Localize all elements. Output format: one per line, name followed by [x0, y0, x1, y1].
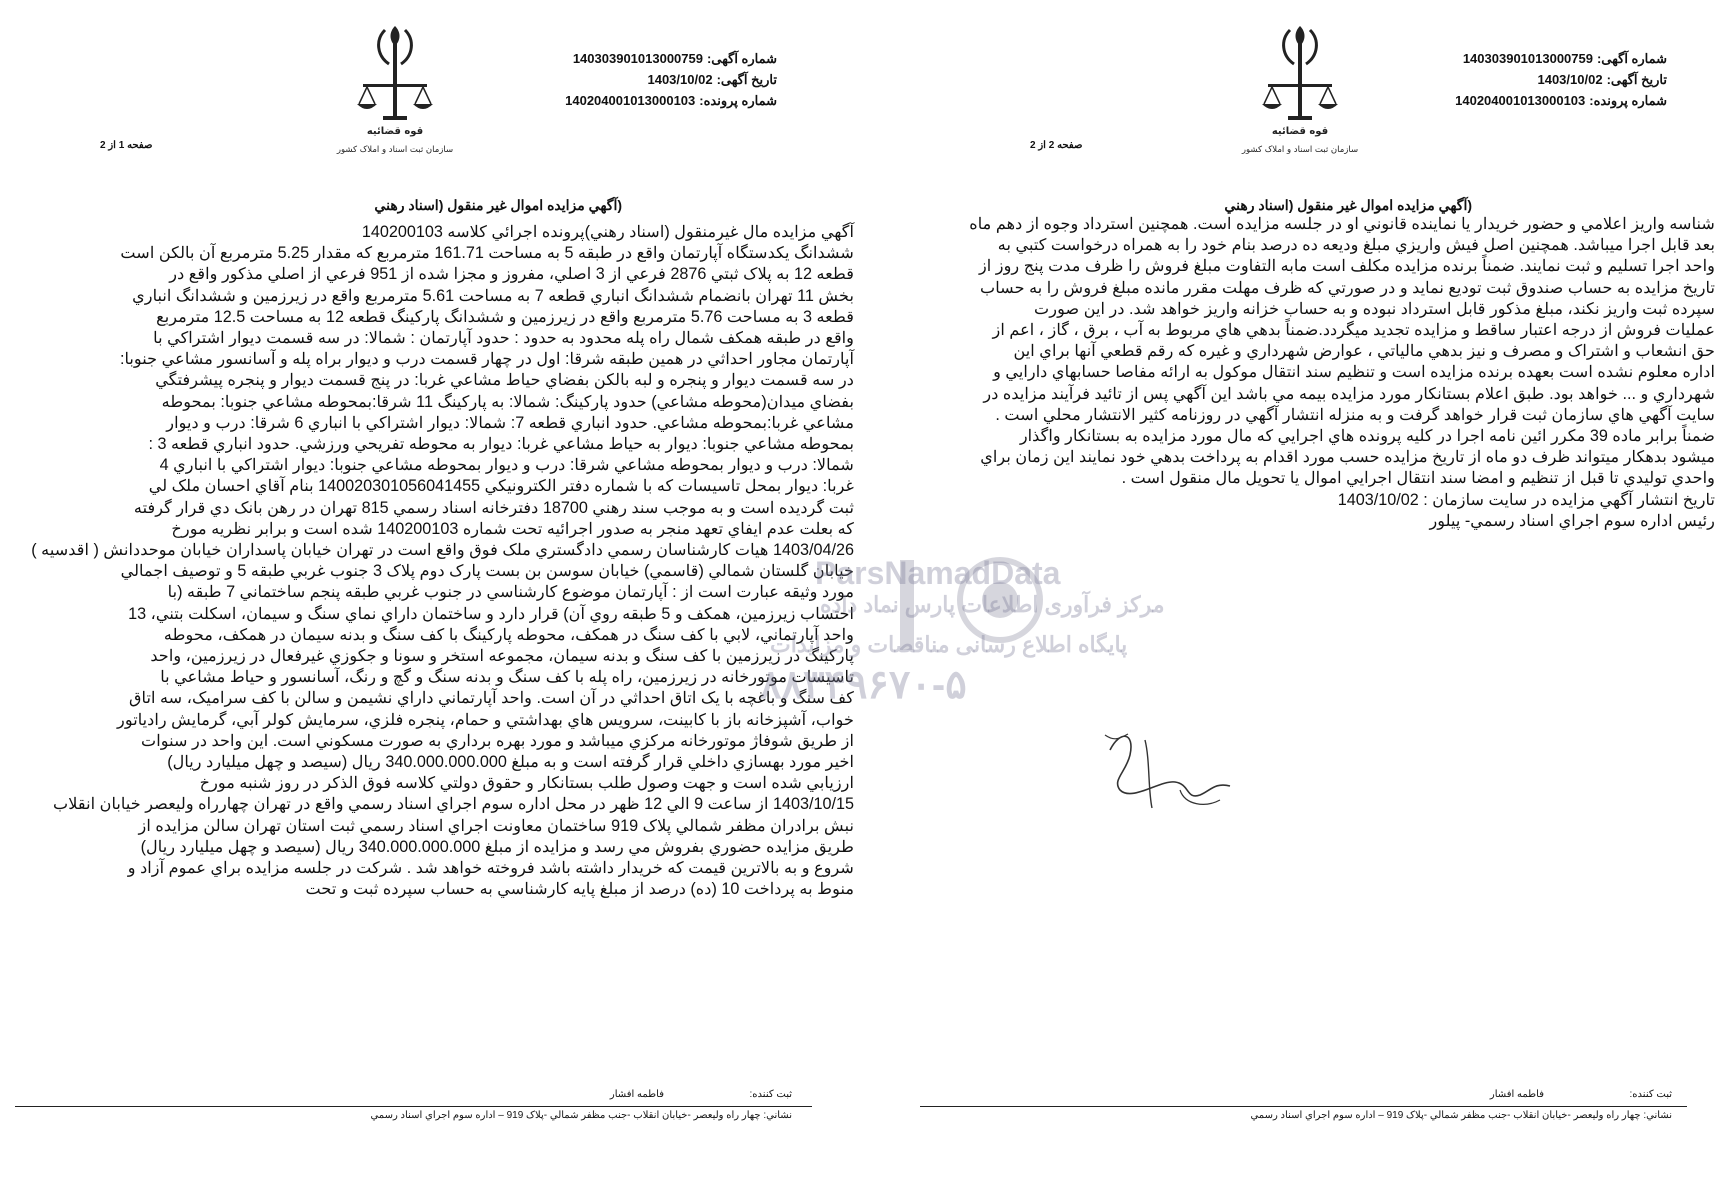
body-line: ثبت گرديده است و به موجب سند رهني 18700 دفترخانه اسناد رسمي 815 تهران در رهن بانک دي قرار گرفته	[133, 498, 854, 517]
body-line: حق انشعاب و اشتراک و مصرف و نيز بدهي مالياتي ، عوارض شهرداري و غيره که رقم قطعي آنها براي اين	[1013, 342, 1715, 361]
body-line: خيابان گلستان شمالي (قاسمي) خيابان سوسن بن بست پارک دوم پلاک 3 جنوب غربي طبقه 5 و توصيف اجمالي	[120, 562, 854, 581]
body-line: شهرداري و ... خواهد بود. طبق اعلام بستانکار مورد مزايده بيمه مي باشد اين آگهي پس از تائيد فرآيند مزايده در	[983, 384, 1715, 403]
body-line: بمحوطه مشاعي جنوبا: ديوار به حياط مشاعي غربا: ديوار به محوطه تفريحي ورزشي. حدود انباري قطعه 3 :	[148, 435, 854, 454]
registrar	[1490, 1089, 1672, 1100]
body-line: بعد قابل اجرا ميباشد. همچنين اصل فيش واريزي مبلغ وديعه ده درصد بنام خود را به همراه درخواست کتبي به	[997, 236, 1715, 255]
watermark-phone: ۸۸۳۴۹۶۷۰-۵	[760, 663, 967, 707]
emblem-caption-bottom: سازمان ثبت اسناد و املاک کشور	[336, 145, 454, 155]
page-number: صفحه 1 از 2	[100, 140, 153, 151]
document-page-1	[0, 0, 862, 1192]
body-line: مشاعي غربا:بمحوطه مشاعي. حدود انباري قطعه 7: شمالا: ديوار اشتراکي با انباري 6 شرقا: درب و ديوار	[166, 413, 854, 432]
body-line: کف سنگ و باغچه با يک اتاق احداثي در آن است. واحد آپارتماني داراي نشيمن و سالن با کف سراميک، سه اتاق	[128, 689, 854, 708]
body-line: 1403/04/26 هيات کارشناسان رسمي دادگستري ملک فوق واقع است در تهران خيابان پاسداران خيابان موحددانش ( اقدسيه )	[31, 541, 854, 560]
ad-date: 1403/10/02	[647, 72, 713, 87]
body-line: پارکينگ در زيرزمين با کف سنگ و بدنه سيمان، مجموعه استخر و سونا و جکوزي غيرفعال در زيرزمين، واحد	[150, 647, 854, 666]
body-line: آپارتمان مجاور احداثي در همين طبقه شرقا: اول در چهار قسمت درب و ديوار براه پله و آسانسور مشاعي جنوبا:	[120, 350, 854, 369]
body-line: نبش برادران مظفر شمالي پلاک 919 ساختمان معاونت اجراي اسناد رسمي ثبت استان تهران سالن مزايده از	[138, 816, 854, 835]
document-title: (آگهي مزايده اموال غير منقول (اسناد رهني	[1224, 197, 1472, 213]
body-line: بفضاي ميدان(محوطه مشاعي) حدود پارکينگ: شمالا: به پارکينگ 11 شرقا:بمحوطه مشاعي جنوبا: بمحوطه	[161, 392, 854, 411]
body-line: ارزيابي شده است و جهت وصول طلب بستانکار و حقوق دولتي کلاسه فوق الذکر در روز شنبه مورخ	[199, 774, 854, 793]
case-number-label: شماره پرونده:	[699, 93, 777, 108]
body-line: سايت آگهي هاي سازمان ثبت قرار خواهد گرفت و به منزله انتشار آگهي در روزنامه کثير الانتشار محلي است .	[995, 405, 1715, 424]
body-line: بخش 11 تهران بانضمام ششدانگ انباري قطعه 7 به مساحت 5.61 مترمربع واقع در زيرزمين و ششدانگ انباري	[132, 286, 854, 305]
body-line: در سه قسمت ديوار و پنجره و لبه بالکن بفضاي حياط مشاعي غربا: در پنج قسمت ديوار و پنجره پيشرفتگي	[155, 371, 854, 390]
body-line: واحد آپارتماني، لابي با کف سنگ در همکف، محوطه پارکينگ با کف سنگ و بدنه سيمان در همکف، محوطه	[163, 625, 854, 644]
body-text	[898, 214, 1715, 532]
footer-divider	[15, 1106, 812, 1107]
body-line: رئيس اداره سوم اجراي اسناد رسمي- پيلور	[1429, 511, 1715, 530]
page-number: صفحه 2 از 2	[1030, 140, 1083, 151]
body-line: از طريق شوفاژ موتورخانه مرکزي ميباشد و مورد بهره برداري به صورت مسکوني است. اين واحد در سنوات	[140, 731, 854, 750]
body-line: واحدي توليدي تا قبل از تنظيم و امضا سند انتقال اجرايي اموال يا تحويل مال منقول است .	[1121, 469, 1715, 488]
body-line: احتساب زيرزمين، همکف و 5 طبقه روي آن) قرار دارد و ساختمان داراي نماي سنگ و سيمان، اسکلت بتني، 13	[128, 604, 854, 623]
body-line: تاسيسات موتورخانه در زيرزمين، راه پله با کف سنگ و بدنه سنگ و گچ و رنگ، آسانسور و حياط مشاعي با	[160, 668, 854, 687]
judiciary-emblem-icon	[1241, 18, 1359, 158]
handwritten-signature	[1090, 720, 1240, 815]
registrar-label: ثبت کننده:	[1629, 1089, 1672, 1100]
body-line: تاريخ مزايده به حساب صندوق ثبت توديع نمايد و در صورتي که ظرف مهلت مقرر مانده مبلغ فروش را به حساب	[979, 278, 1715, 297]
body-line: واحد اجرا تسليم و ثبت نمايند. ضمناً برنده مزايده مکلف است مابه التفاوت مبلغ فروش را ظرف مدت پنج روز از	[978, 257, 1715, 276]
body-line: که بعلت عدم ايفاي تعهد منجر به صدور اجرائيه تحت شماره 140200103 شده است و برابر نظريه مورخ	[171, 519, 854, 538]
body-line: شروع و به بالاترين قيمت که خريدار داشته باشد فروخته خواهد شد . شرکت در جلسه مزايده براي عموم آزاد و	[127, 859, 854, 878]
registrar-name: فاطمه افشار	[1489, 1089, 1544, 1100]
body-line: ميشود بدهکار ميتواند ظرف دو ماه از تاريخ مزايده حسب مورد اقدام به پرداخت بدهي خود نمايند اين زمان براي	[980, 448, 1715, 467]
emblem-caption-top: قوه قضائیه	[366, 126, 424, 137]
emblem-caption-bottom: سازمان ثبت اسناد و املاک کشور	[1241, 145, 1359, 155]
ad-number-label: شماره آگهی:	[706, 51, 777, 66]
watermark-brand: ParsNamadData	[815, 555, 1061, 591]
body-line: شناسه واريز اعلامي و حضور خريدار يا نماينده قانوني او در جلسه مزايده است. همچنين استرداد وجوه از دهم ماه	[969, 215, 1715, 233]
document-title: (آگهي مزايده اموال غير منقول (اسناد رهني	[374, 197, 622, 213]
case-number: 140204001013000103	[565, 93, 696, 108]
body-line: خواب، آشپزخانه باز با کابينت، سرويس هاي بهداشتي و حمام، پنجره فلزي، سرمايش کولر آبي، گرمايش رادياتور	[117, 710, 854, 729]
ad-number-label: شماره آگهی:	[1596, 51, 1667, 66]
body-line: قطعه 12 به پلاک ثبتي 2876 فرعي از 3 اصلي، مفروز و مجزا شده از 951 فرعي از اصلي مذکور واقع در	[169, 265, 854, 284]
ad-date-label: تاریخ آگهی:	[1606, 72, 1667, 87]
body-line: 1403/10/15 از ساعت 9 الي 12 ظهر در محل اداره سوم اجراي اسناد رسمي واقع در تهران چهارراه وليعصر خيابان انقلاب	[53, 795, 854, 814]
body-line: واقع در طبقه همکف شمال راه پله محدود به حدود : حدود آپارتمان : شمالا: در سه قسمت ديوار اشتراکي با	[153, 329, 854, 348]
body-line: طريق مزايده حضوري بفروش مي رسد و مزايده از مبلغ 340.000.000.000 ريال (سيصد و چهل ميليارد ريال)	[140, 837, 854, 856]
registrar-name: فاطمه افشار	[609, 1089, 664, 1100]
body-line: غربا: ديوار بمحل تاسيسات که با شماره دفتر الکترونيکي 140020301056041455 بنام آقاي احسان ملک لي	[148, 477, 854, 496]
ad-meta	[565, 48, 777, 111]
body-line: مورد وثيقه عبارت است از : آپارتمان موضوع کارشناسي در جنوب غربي طبقه پنجم ساختماني 7 طبقه (با	[167, 583, 854, 602]
body-line: قطعه 3 به مساحت 5.76 مترمربع واقع در زيرزمين و ششدانگ پارکينگ قطعه 12 به مساحت 12.5 مترمربع	[156, 307, 854, 326]
emblem-caption-top: قوه قضائیه	[1271, 126, 1329, 137]
footer-address: نشاني: چهار راه وليعصر -خيابان انقلاب -جنب مظفر شمالي -پلاک 919 – اداره سوم اجراي اسناد رسمي	[370, 1110, 792, 1121]
watermark-line-2: پایگاه اطلاع رسانی مناقصات و مزایدات	[770, 632, 1128, 657]
case-number: 140204001013000103	[1455, 93, 1586, 108]
registrar	[610, 1089, 792, 1100]
footer-address: نشاني: چهار راه وليعصر -خيابان انقلاب -جنب مظفر شمالي -پلاک 919 – اداره سوم اجراي اسناد رسمي	[1250, 1110, 1672, 1121]
body-line: عمليات فروش از درجه اعتبار ساقط و مزايده تجديد ميگردد.ضمناً بدهي هاي مربوط به آب ، برق ، گاز ، اعم از	[992, 321, 1715, 340]
ad-meta	[1455, 48, 1667, 111]
body-line: تاريخ انتشار آگهي مزايده در سايت سازمان : 1403/10/02	[1337, 490, 1715, 509]
watermark-line-1: مرکز فرآوری اطلاعات پارس نماد داده	[820, 592, 1165, 617]
ad-date-label: تاریخ آگهی:	[716, 72, 777, 87]
body-line: سپرده ثبت واريز نکند، مبلغ مذکور قابل استرداد نبوده و به حساب خزانه واريز خواهد شد. در اين صورت	[1034, 299, 1715, 318]
ad-date: 1403/10/02	[1537, 72, 1603, 87]
body-line: اخير مورد بهسازي داخلي قرار گرفته است و به مبلغ 340.000.000.000 ريال (سيصد و چهل ميليارد ريال)	[167, 753, 854, 772]
ad-number: 140303901013000759	[1462, 51, 1593, 66]
judiciary-emblem-icon	[336, 18, 454, 158]
case-number-label: شماره پرونده:	[1589, 93, 1667, 108]
body-line: ضمناً برابر ماده 39 مکرر ائين نامه اجرا در کليه پرونده هاي اجرايي که مال مورد مزايده به بستانکار واگذار	[1019, 427, 1715, 446]
body-line: آگهي مزايده مال غيرمنقول (اسناد رهني)پرونده اجرائي کلاسه 140200103	[361, 223, 854, 241]
footer-divider	[920, 1106, 1687, 1107]
ad-number: 140303901013000759	[572, 51, 703, 66]
body-text	[8, 222, 854, 901]
body-line: اداره معلوم نشده است بعهده برنده مزايده است و تنظيم سند انتقال موکول به ارائه مفاصا حسابهاي دارايي و	[993, 363, 1715, 382]
body-line: ششدانگ يکدستگاه آپارتمان واقع در طبقه 5 به مساحت 161.71 مترمربع که مقدار 5.25 مترمربع آن بالکن است	[120, 244, 854, 263]
registrar-label: ثبت کننده:	[749, 1089, 792, 1100]
body-line: منوط به پرداخت 10 (ده) درصد از مبلغ پايه کارشناسي به حساب سپرده ثبت و تحت	[305, 880, 854, 899]
body-line: شمالا: درب و ديوار بمحوطه مشاعي شرقا: درب و ديوار بمحوطه مشاعي جنوبا: ديوار اشتراکي با انباري 4	[159, 456, 854, 475]
